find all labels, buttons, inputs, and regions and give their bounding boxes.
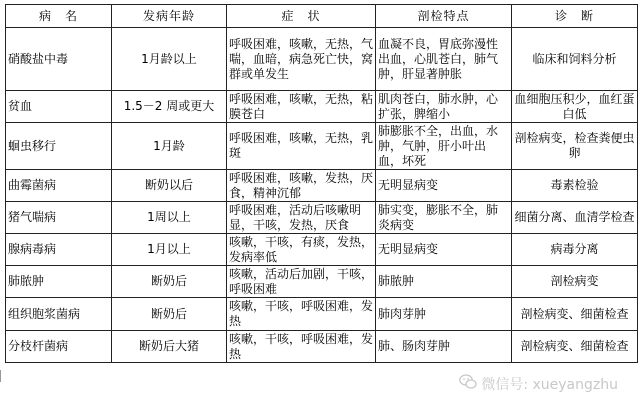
header-disease-name: 病 名 — [6, 5, 112, 28]
wechat-icon — [459, 374, 477, 394]
cell-symptoms: 咳嗽，干咳，呼吸困难，发热 — [227, 298, 376, 331]
header-diagnosis: 诊 断 — [512, 5, 638, 28]
cell-onset-age: 1月以上 — [112, 234, 227, 266]
cell-necropsy: 肺脓肿 — [376, 266, 512, 298]
cell-onset-age: 断奶后 — [112, 266, 227, 298]
table-row — [6, 123, 638, 170]
cell-necropsy: 无明显病变 — [376, 234, 512, 266]
table-header-row — [6, 5, 638, 28]
watermark-text: 微信号: xueyangzhu — [481, 377, 618, 393]
cell-onset-age: 1周以上 — [112, 202, 227, 234]
cell-necropsy: 肺肉芽肿 — [376, 298, 512, 331]
cell-necropsy: 肺实变，膨胀不全，肺炎病变 — [376, 202, 512, 234]
header-onset-age: 发病年龄 — [112, 5, 227, 28]
cell-onset-age: 断奶后 — [112, 298, 227, 331]
table-row — [6, 170, 638, 202]
cell-necropsy: 血凝不良，胃底弥漫性出血，心肌苍白，肺气肿，肝显著肿胀 — [376, 28, 512, 91]
disease-table — [5, 4, 638, 363]
cell-onset-age: 断奶以后 — [112, 170, 227, 202]
table-row — [6, 331, 638, 363]
cell-diagnosis: 剖检病变、细菌检查 — [512, 331, 638, 363]
cell-disease-name: 猪气喘病 — [6, 202, 112, 234]
margin-marker — [0, 370, 4, 382]
cell-symptoms: 呼吸困难，咳嗽，无热，乳斑 — [227, 123, 376, 170]
cell-diagnosis: 剖检病变、细菌检查 — [512, 298, 638, 331]
cell-diagnosis: 病毒分离 — [512, 234, 638, 266]
table-row — [6, 28, 638, 91]
cell-symptoms: 咳嗽，干咳，呼吸困难，发热 — [227, 331, 376, 363]
cell-symptoms: 呼吸困难，咳嗽，发热，厌食，精神沉郁 — [227, 170, 376, 202]
cell-symptoms: 呼吸困难，活动后咳嗽明显，干咳，发热，厌食 — [227, 202, 376, 234]
watermark — [459, 374, 618, 394]
cell-disease-name: 组织胞浆菌病 — [6, 298, 112, 331]
cell-diagnosis: 血细胞压积少，血红蛋白低 — [512, 91, 638, 123]
cell-disease-name: 肺脓肿 — [6, 266, 112, 298]
cell-diagnosis: 毒素检验 — [512, 170, 638, 202]
table-row — [6, 202, 638, 234]
cell-symptoms: 呼吸困难，咳嗽，无热，粘膜苍白 — [227, 91, 376, 123]
cell-diagnosis: 剖检病变，检查粪便虫卵 — [512, 123, 638, 170]
cell-diagnosis: 临床和饲料分析 — [512, 28, 638, 91]
cell-necropsy: 肺膨胀不全，出血，水肿，气肿，肝小叶出血，坏死 — [376, 123, 512, 170]
cell-diagnosis: 细菌分离、血清学检查 — [512, 202, 638, 234]
cell-onset-age: 1月龄以上 — [112, 28, 227, 91]
cell-disease-name: 硝酸盐中毒 — [6, 28, 112, 91]
cell-necropsy: 肌肉苍白，肺水肿，心扩张，脾缩小 — [376, 91, 512, 123]
cell-onset-age: 1月龄 — [112, 123, 227, 170]
cell-disease-name: 蛔虫移行 — [6, 123, 112, 170]
cell-disease-name: 曲霉菌病 — [6, 170, 112, 202]
cell-disease-name: 腺病毒病 — [6, 234, 112, 266]
table-row — [6, 91, 638, 123]
cell-onset-age: 断奶后大猪 — [112, 331, 227, 363]
cell-symptoms: 咳嗽，干咳，有痰，发热，发病率低 — [227, 234, 376, 266]
header-symptoms: 症 状 — [227, 5, 376, 28]
table-row — [6, 234, 638, 266]
cell-symptoms: 咳嗽，活动后加剧，干咳，呼吸困难 — [227, 266, 376, 298]
cell-diagnosis: 剖检病变 — [512, 266, 638, 298]
cell-disease-name: 分枝杆菌病 — [6, 331, 112, 363]
cell-onset-age: 1.5－2 周或更大 — [112, 91, 227, 123]
header-necropsy: 剖检特点 — [376, 5, 512, 28]
cell-necropsy: 肺、肠肉芽肿 — [376, 331, 512, 363]
cell-disease-name: 贫血 — [6, 91, 112, 123]
cell-symptoms: 呼吸困难，咳嗽，无热，气喘，血暗，病急死亡快，窝群或单发生 — [227, 28, 376, 91]
table-row — [6, 298, 638, 331]
cell-necropsy: 无明显病变 — [376, 170, 512, 202]
table-row — [6, 266, 638, 298]
